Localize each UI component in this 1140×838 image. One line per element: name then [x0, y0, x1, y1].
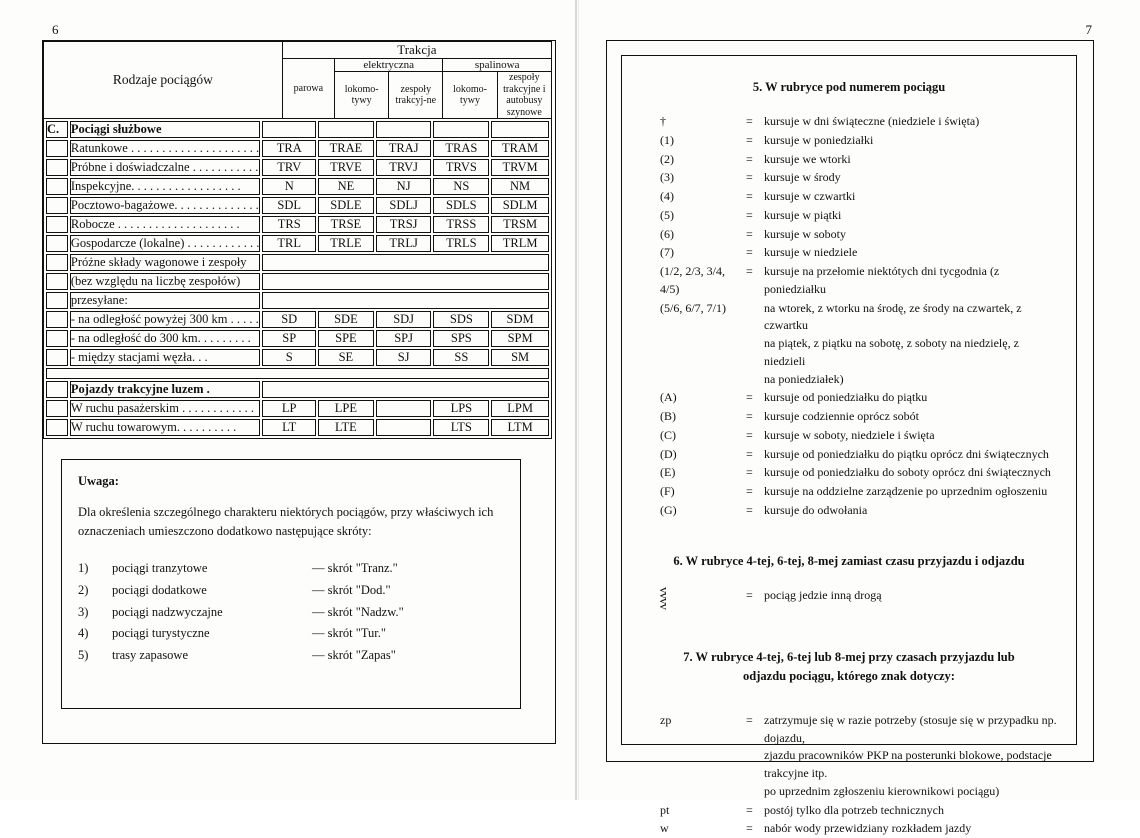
definition-row — [638, 113, 1060, 131]
row-code: SDS — [433, 311, 489, 328]
table-header-row-1 — [44, 42, 552, 59]
row-code: TRSM — [491, 216, 549, 233]
definition-row — [638, 188, 1060, 206]
row-code: TRSJ — [376, 216, 432, 233]
table-row — [46, 349, 549, 366]
row-code: LTE — [318, 419, 374, 436]
section-title-row — [46, 121, 549, 138]
right-page — [600, 22, 1100, 836]
row-code: TRSS — [433, 216, 489, 233]
right-page-inner-frame — [621, 55, 1077, 836]
list-item — [78, 645, 504, 667]
wavy-line-symbol — [638, 587, 746, 615]
definition-value: kursuje na przełomie niektótych dni tycgodnia (z poniedziałku — [764, 264, 1000, 296]
row-code: SPJ — [376, 330, 432, 347]
row-code: SDLM — [491, 197, 549, 214]
row-code: LPS — [433, 400, 489, 417]
uwaga-list — [78, 558, 504, 667]
definition-value: kursuje we wtorki — [764, 151, 851, 166]
definition-row — [638, 820, 1060, 838]
row-label: Gospodarcze (lokalne) . . . . . . . . . . . . — [70, 236, 260, 250]
definition-equals: = — [746, 132, 753, 147]
subsection-title-row — [46, 381, 549, 398]
definition-equals: = — [746, 587, 753, 602]
definition-value: pociąg jedzie inną drogą — [764, 587, 882, 602]
list-item-abbr: — skrót "Nadzw." — [312, 604, 404, 619]
train-types-table — [43, 41, 552, 439]
table-body-cell — [44, 119, 552, 439]
definition-key: (5) — [660, 207, 674, 222]
row-label: - między stacjami węzła. . . — [70, 349, 261, 366]
row-code: SDLE — [318, 197, 374, 214]
header-electric: elektryczna — [335, 59, 443, 72]
wavy-line-glyph: vvvv — [657, 586, 672, 609]
row-code: TRVE — [318, 159, 374, 176]
list-item — [78, 558, 504, 580]
definition-equals: = — [746, 390, 753, 405]
uwaga-note-box — [61, 459, 521, 709]
definition-row — [638, 502, 1060, 520]
definition-row — [638, 389, 1060, 407]
definition-equals: = — [746, 427, 753, 442]
definition-value: kursuje w piątki — [764, 207, 842, 222]
row-label: Robocze . . . . . . . . . . . . . . . . . . . . — [70, 216, 261, 233]
list-item-number: 1) — [78, 560, 89, 575]
definition-key: (2) — [660, 151, 674, 166]
definition-value: kursuje w poniedziałki — [764, 132, 874, 147]
definition-value-line: zatrzymuje się w razie potrzeby (stosuje się w przypadku np. dojazdu, — [764, 712, 1057, 745]
table-row — [46, 311, 549, 328]
table-row — [46, 400, 549, 417]
uwaga-text: Dla określenia szczególnego charakteru niektórych pociągów, przy właściwych ich oznaczeniach umieszczono dodatkowo następujące skróty: — [78, 505, 494, 539]
definition-row — [638, 132, 1060, 150]
row-code: TRLJ — [376, 235, 432, 252]
row-label: Ratunkowe . . . . . . . . . . . . . . . . . . . . . — [70, 141, 260, 155]
right-page-frame — [606, 40, 1094, 836]
row-code: TRLE — [318, 235, 374, 252]
definition-value: kursuje w środy — [764, 170, 841, 185]
row-code: LTS — [433, 419, 489, 436]
header-diesel: spalinowa — [443, 59, 552, 72]
section-6-definition-list — [638, 587, 1060, 615]
definition-value: kursuje w soboty, niedziele i święta — [764, 427, 935, 442]
row-code: TRVS — [433, 159, 489, 176]
row-code: S — [262, 349, 316, 366]
row-code: TRL — [262, 235, 316, 252]
header-traction: Trakcja — [282, 42, 551, 59]
list-item — [78, 623, 504, 645]
header-steam: parowa — [282, 59, 334, 119]
list-item-name: pociągi tranzytowe — [112, 560, 208, 575]
definition-key: (C) — [660, 427, 676, 442]
definition-row — [638, 151, 1060, 169]
definition-value: kursuje codziennie oprócz sobót — [764, 409, 919, 423]
definition-value-cont: na poniedziałek) — [764, 371, 844, 386]
definition-row — [638, 483, 1060, 501]
section-7-title — [638, 648, 1060, 686]
list-item-abbr: — skrót "Zapas" — [312, 648, 396, 663]
note-line: Próżne składy wagonowe i zespoły — [70, 254, 261, 271]
note-line-row — [46, 254, 549, 271]
definition-value: kursuje od poniedziałku do soboty oprócz dni świątecznych — [764, 465, 1051, 480]
table-row — [46, 216, 549, 233]
row-code: SPS — [433, 330, 489, 347]
definition-equals: = — [746, 465, 753, 480]
definition-equals: = — [746, 226, 753, 241]
section-6-title: 6. W rubryce 4-tej, 6-tej, 8-mej zamiast czasu przyjazdu i odjazdu — [673, 553, 1025, 568]
section-7-title-line1: 7. W rubryce 4-tej, 6-tej lub 8-mej przy czasach przyjazdu lub — [683, 650, 1015, 665]
row-spacer — [46, 368, 549, 379]
row-code: TRAM — [491, 140, 549, 157]
row-code: TRLM — [491, 235, 549, 252]
definition-key: zp — [660, 712, 672, 727]
definition-value: kursuje w niedziele — [764, 245, 858, 260]
definition-key: (7) — [660, 245, 674, 260]
definition-value: nabór wody przewidziany rozkładem jazdy — [764, 821, 972, 836]
row-label: W ruchu pasażerskim . . . . . . . . . . . . — [70, 400, 261, 417]
list-item-abbr: — skrót "Tranz." — [312, 560, 398, 575]
definition-value: kursuje od poniedziałku do piątku oprócz dni świątecznych — [764, 446, 1049, 461]
definition-value-cont: na piątek, z piątku na sobotę, z soboty na niedzielę, z niedzieli — [764, 336, 1019, 368]
section-5-title: 5. W rubryce pod numerem pociągu — [752, 80, 946, 94]
book-spine-shadow — [578, 0, 579, 800]
note-line: (bez względu na liczbę zespołów) — [70, 273, 261, 290]
header-electric-locos: lokomo- tywy — [335, 72, 389, 119]
row-code: N — [262, 178, 316, 195]
table-row — [46, 178, 549, 195]
row-label: - na odległość powyżej 300 km . . . . . — [70, 312, 259, 326]
row-code: TRAS — [433, 140, 489, 157]
definition-key: (G) — [660, 502, 677, 517]
row-code: LTM — [491, 419, 549, 436]
row-code — [376, 419, 432, 436]
row-code: NM — [491, 178, 549, 195]
definition-equals: = — [746, 821, 753, 836]
list-item-number: 5) — [78, 648, 89, 663]
row-code: SDLS — [433, 197, 489, 214]
definition-value: kursuje do odwołania — [764, 502, 868, 517]
subsection-title: Pojazdy trakcyjne luzem . — [70, 381, 261, 398]
row-code: TRVM — [491, 159, 549, 176]
list-item-abbr: — skrót "Dod." — [312, 582, 391, 597]
definition-value: kursuje w soboty — [764, 226, 846, 241]
definition-row — [638, 263, 1060, 299]
uwaga-title: Uwaga: — [78, 474, 119, 488]
definition-equals: = — [746, 245, 753, 260]
definition-key: (6) — [660, 226, 674, 241]
row-code: LPM — [491, 400, 549, 417]
definition-key: w — [660, 821, 669, 836]
definition-equals: = — [746, 264, 753, 278]
definition-key: (F) — [660, 484, 675, 498]
row-code: SS — [433, 349, 489, 366]
definition-equals: = — [746, 189, 753, 203]
row-code: SPE — [318, 330, 374, 347]
row-code: TRAE — [318, 140, 374, 157]
list-item-name: pociągi nadzwyczajne — [112, 604, 223, 619]
row-code: SDE — [318, 311, 374, 328]
train-rows-grid — [44, 119, 551, 438]
row-code: SJ — [376, 349, 432, 366]
table-body-row — [44, 119, 552, 439]
table-row — [46, 159, 549, 176]
row-code: TRLS — [433, 235, 489, 252]
list-item-number: 2) — [78, 582, 89, 597]
row-code: SDJ — [376, 311, 432, 328]
note-line-row — [46, 273, 549, 290]
definition-row — [638, 446, 1060, 464]
list-item-number: 3) — [78, 604, 89, 619]
definition-equals: = — [746, 484, 753, 498]
definition-row — [638, 464, 1060, 482]
row-header-label: Rodzaje pociągów — [44, 42, 283, 119]
page-number-left: 6 — [52, 22, 59, 37]
left-page-frame — [42, 40, 556, 744]
definition-row — [638, 226, 1060, 244]
row-code: SPM — [491, 330, 549, 347]
definition-equals: = — [746, 712, 753, 727]
row-code: TRVJ — [376, 159, 432, 176]
definition-value-line: na wtorek, z wtorku na środę, ze środy na czwartek, z czwartku — [764, 300, 1022, 333]
row-label: Inspekcyjne. . . . . . . . . . . . . . . . . . — [70, 178, 261, 195]
definition-key: † — [660, 114, 666, 128]
definition-value-cont: po uprzednim zgłoszeniu kierownikowi pociągu) — [764, 783, 1000, 798]
definition-key: (1/2, 2/3, 3/4, 4/5) — [660, 264, 725, 296]
book-spine-line — [575, 0, 577, 800]
page-number-right: 7 — [1085, 22, 1092, 37]
header-diesel-units: zespoły trakcyjne i autobusy szynowe — [497, 72, 551, 119]
row-code: SDM — [491, 311, 549, 328]
table-row — [46, 330, 549, 347]
row-code: LPE — [318, 400, 374, 417]
row-code: TRV — [262, 159, 316, 176]
list-item-abbr: — skrót "Tur." — [312, 626, 386, 641]
definition-value: kursuje na oddzielne zarządzenie po uprzednim ogłoszeniu — [764, 484, 1048, 498]
definition-value — [764, 300, 1060, 389]
definition-value: kursuje od poniedziałku do piątku — [764, 390, 928, 405]
definition-row — [638, 244, 1060, 262]
definition-key: (D) — [660, 446, 677, 461]
definition-key: (E) — [660, 465, 676, 480]
row-code: LP — [262, 400, 316, 417]
row-code: TRSE — [318, 216, 374, 233]
note-line: przesyłane: — [70, 292, 261, 309]
row-code: TRAJ — [376, 140, 432, 157]
definition-row — [638, 587, 1060, 615]
definition-row — [638, 408, 1060, 426]
list-item — [78, 580, 504, 602]
definition-row — [638, 427, 1060, 445]
row-code: SP — [262, 330, 316, 347]
note-line-row — [46, 292, 549, 309]
definition-equals: = — [746, 409, 753, 423]
section-title: Pociągi służbowe — [70, 121, 261, 138]
definition-value: kursuje w czwartki — [764, 189, 856, 203]
table-row — [46, 235, 549, 252]
row-code: NE — [318, 178, 374, 195]
row-code: NJ — [376, 178, 432, 195]
definition-equals: = — [746, 502, 753, 517]
header-diesel-locos: lokomo- tywy — [443, 72, 497, 119]
definition-key: (3) — [660, 170, 674, 185]
list-item-number: 4) — [78, 626, 89, 641]
definition-value — [764, 712, 1060, 801]
definition-row — [638, 712, 1060, 801]
left-page — [42, 22, 562, 762]
header-electric-units: zespoły trakcyj-ne — [389, 72, 443, 119]
row-code: SD — [262, 311, 316, 328]
section-7-title-line2: odjazdu pociągu, którego znak dotyczy: — [743, 669, 955, 683]
definition-value: postój tylko dla potrzeb technicznych — [764, 802, 944, 817]
definition-equals: = — [746, 114, 753, 128]
definition-row — [638, 207, 1060, 225]
row-code: SM — [491, 349, 549, 366]
table-row — [46, 140, 549, 157]
row-code: LT — [262, 419, 316, 436]
table-row — [46, 197, 549, 214]
definition-equals: = — [746, 446, 753, 461]
definition-row — [638, 802, 1060, 820]
section-7-definition-list — [638, 712, 1060, 838]
definition-equals: = — [746, 151, 753, 166]
row-code: TRA — [262, 140, 316, 157]
section-5-definition-list — [638, 113, 1060, 520]
row-code: SDL — [262, 197, 316, 214]
row-code: SE — [318, 349, 374, 366]
definition-key: (4) — [660, 189, 674, 203]
definition-key: pt — [660, 802, 670, 817]
table-row — [46, 419, 549, 436]
definition-equals: = — [746, 802, 753, 817]
definition-key: (1) — [660, 132, 674, 147]
definition-equals: = — [746, 207, 753, 222]
list-item-name: trasy zapasowe — [112, 648, 189, 663]
list-item-name: pociągi dodatkowe — [112, 582, 207, 597]
definition-value: kursuje w dni świąteczne (niedziele i święta) — [764, 114, 980, 128]
row-code: NS — [433, 178, 489, 195]
row-code — [376, 400, 432, 417]
definition-key: (B) — [660, 409, 676, 423]
definition-key: (A) — [660, 390, 677, 405]
row-label: Próbne i doświadczalne . . . . . . . . . . . — [70, 159, 261, 176]
row-code: SDLJ — [376, 197, 432, 214]
definition-row — [638, 169, 1060, 187]
row-label: Pocztowo-bagażowe. . . . . . . . . . . . . . — [70, 198, 259, 212]
list-item-name: pociągi turystyczne — [112, 626, 210, 641]
definition-value-cont: zjazdu pracowników PKP na posterunki blokowe, podstacje trakcyjne itp. — [764, 748, 1052, 780]
definition-equals: = — [746, 170, 753, 185]
section-letter: C. — [46, 121, 68, 138]
row-label: W ruchu towarowym. . . . . . . . . . — [70, 419, 261, 436]
row-label: - na odległość do 300 km. . . . . . . . . — [70, 330, 261, 347]
list-item — [78, 602, 504, 624]
definition-key: (5/6, 6/7, 7/1) — [660, 300, 726, 315]
row-code: TRS — [262, 216, 316, 233]
definition-row — [638, 300, 1060, 389]
